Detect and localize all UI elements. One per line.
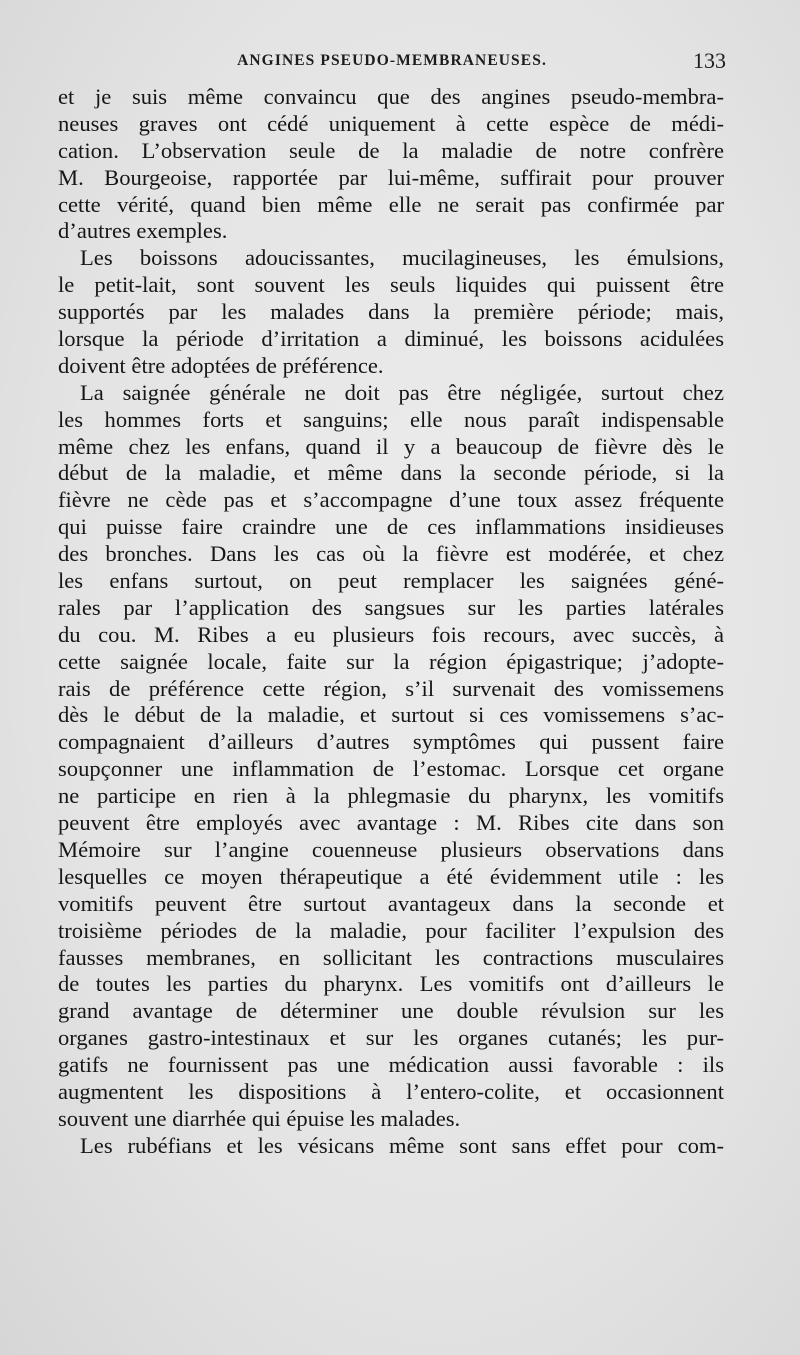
text-line: des bronches. Dans les cas où la fièvre est modérée, et chez: [58, 541, 724, 567]
text-line: souvent une diarrhée qui épuise les malades.: [58, 1105, 461, 1131]
paragraph: [58, 245, 724, 379]
text-line: lesquelles ce moyen thérapeutique a été évidemment utile : les: [58, 863, 724, 889]
text-line: et je suis même convaincu que des angines pseudo-membra-: [58, 84, 724, 109]
text-line: Les boissons adoucissantes, mucilagineuses, les émulsions,: [80, 245, 724, 271]
text-line: cette vérité, quand bien même elle ne serait pas confirmée par: [58, 191, 724, 217]
text-line: troisième périodes de la maladie, pour faciliter l’expulsion des: [58, 917, 724, 943]
text-line: lorsque la période d’irritation a diminué, les boissons acidulées: [58, 326, 724, 352]
text-line: gatifs ne fournissent pas une médication aussi favorable : ils: [58, 1052, 724, 1078]
text-line: qui puisse faire craindre une de ces inflammations insidieuses: [58, 514, 724, 540]
paragraph: [58, 84, 724, 245]
text-line: peuvent être employés avec avantage : M. Ribes cite dans son: [58, 810, 724, 836]
text-line: rais de préférence cette région, s’il survenait des vomissemens: [58, 675, 724, 701]
text-line: les enfans surtout, on peut remplacer les saignées géné-: [58, 568, 724, 594]
text-line: doivent être adoptées de préférence.: [58, 352, 384, 378]
text-line: ne participe en rien à la phlegmasie du pharynx, les vomitifs: [58, 783, 724, 809]
text-line: de toutes les parties du pharynx. Les vomitifs ont d’ailleurs le: [58, 971, 724, 997]
text-line: Mémoire sur l’angine couenneuse plusieurs observations dans: [58, 836, 724, 862]
text-line: cette saignée locale, faite sur la région épigastrique; j’adopte-: [58, 648, 724, 674]
text-line: fièvre ne cède pas et s’accompagne d’une toux assez fréquente: [58, 487, 724, 513]
text-line: compagnaient d’ailleurs d’autres symptômes qui pussent faire: [58, 729, 724, 755]
text-line: M. Bourgeoise, rapportée par lui-même, suffirait pour prouver: [58, 164, 724, 190]
text-line: d’autres exemples.: [58, 218, 228, 244]
text-line: vomitifs peuvent être surtout avantageux dans la seconde et: [58, 890, 724, 916]
paragraph: [58, 1133, 724, 1160]
text-line: même chez les enfans, quand il y a beaucoup de fièvre dès le: [58, 433, 724, 459]
text-line: début de la maladie, et même dans la seconde période, si la: [58, 460, 724, 486]
running-title: ANGINES PSEUDO-MEMBRANEUSES.: [237, 52, 547, 69]
page-header: [58, 48, 726, 82]
paragraph: [58, 380, 724, 1133]
text-line: augmentent les dispositions à l’entero-colite, et occasionnent: [58, 1078, 724, 1104]
text-line: Les rubéfians et les vésicans même sont sans effet pour com-: [80, 1132, 724, 1158]
text-line: supportés par les malades dans la première période; mais,: [58, 299, 724, 325]
text-line: La saignée générale ne doit pas être négligée, surtout chez: [80, 379, 724, 405]
text-line: neuses graves ont cédé uniquement à cette espèce de médi-: [58, 110, 724, 136]
text-line: soupçonner une inflammation de l’estomac. Lorsque cet organe: [58, 756, 724, 782]
text-line: cation. L’observation seule de la maladie de notre confrère: [58, 137, 724, 163]
text-line: organes gastro-intestinaux et sur les organes cutanés; les pur-: [58, 1025, 724, 1051]
text-line: les hommes forts et sanguins; elle nous paraît indispensable: [58, 406, 724, 432]
text-line: dès le début de la maladie, et surtout si ces vomissemens s’ac-: [58, 702, 724, 728]
text-line: grand avantage de déterminer une double révulsion sur les: [58, 998, 724, 1024]
text-line: du cou. M. Ribes a eu plusieurs fois recours, avec succès, à: [58, 621, 724, 647]
text-line: rales par l’application des sangsues sur les parties latérales: [58, 594, 724, 620]
text-line: fausses membranes, en sollicitant les contractions musculaires: [58, 944, 724, 970]
body-text: [58, 84, 724, 1160]
page-number: 133: [693, 48, 726, 73]
text-line: le petit-lait, sont souvent les seuls liquides qui puissent être: [58, 272, 724, 298]
